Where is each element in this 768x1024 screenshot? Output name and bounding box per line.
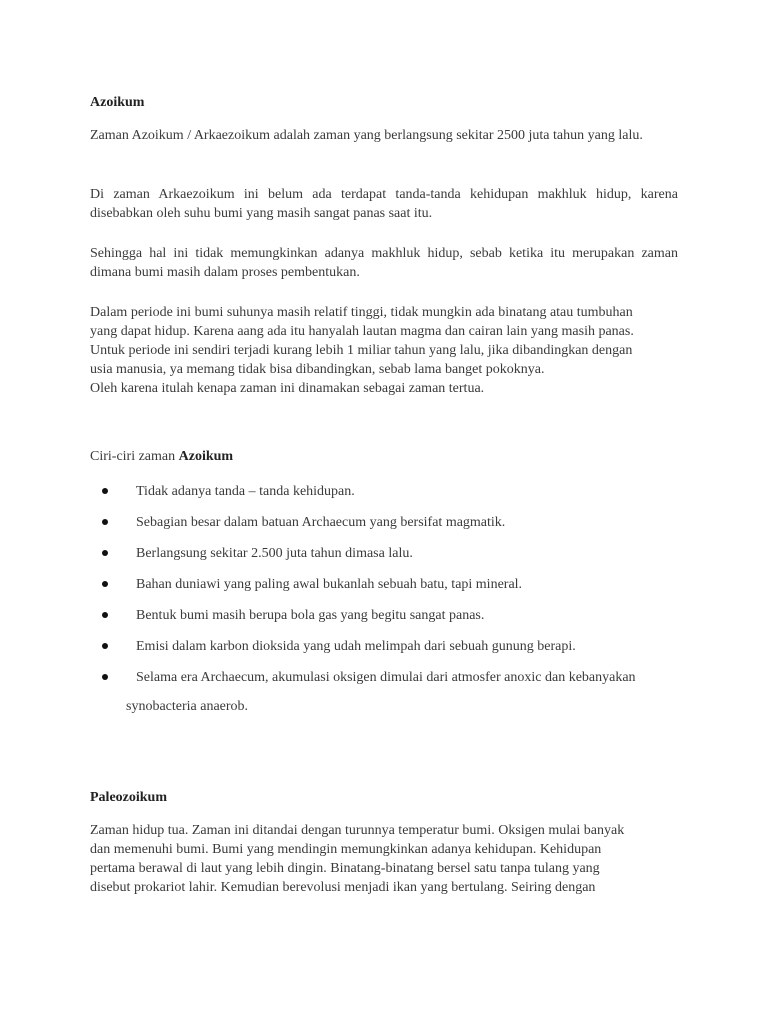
bullet-icon (102, 674, 108, 680)
paragraph-line: Oleh karena itulah kenapa zaman ini dinamakan sebagai zaman tertua. (90, 381, 485, 396)
ciri-ciri-list (90, 482, 690, 721)
list-item-text: Sebagian besar dalam batuan Archaecum yang bersifat magmatik. (136, 515, 506, 530)
paragraph-line: Zaman hidup tua. Zaman ini ditandai dengan turunnya temperatur bumi. Oksigen mulai banyak (90, 823, 625, 838)
list-item (90, 575, 690, 606)
list-item (90, 513, 690, 544)
paragraph-azoikum-intro: Zaman Azoikum / Arkaezoikum adalah zaman yang berlangsung sekitar 2500 juta tahun yang lalu. (90, 128, 643, 143)
paragraph-periode (90, 303, 678, 398)
bullet-icon (102, 643, 108, 649)
list-item-text-continued: synobacteria anaerob. (126, 699, 249, 714)
list-item-text: Emisi dalam karbon dioksida yang udah melimpah dari sebuah gunung berapi. (136, 639, 576, 654)
list-item-text: Bentuk bumi masih berupa bola gas yang begitu sangat panas. (136, 608, 485, 623)
list-item-text: Bahan duniawi yang paling awal bukanlah sebuah batu, tapi mineral. (136, 577, 523, 592)
ciri-ciri-bold: Azoikum (178, 449, 234, 464)
paragraph-line: pertama berawal di laut yang lebih dingin. Binatang-binatang bersel satu tanpa tulang yang (90, 861, 600, 876)
list-item (90, 482, 690, 513)
paragraph-arkaezoikum: Di zaman Arkaezoikum ini belum ada terdapat tanda-tanda kehidupan makhluk hidup, karena disebabkan oleh suhu bumi yang masih sangat panas saat itu. (90, 187, 678, 221)
section-title-paleozoikum: Paleozoikum (90, 790, 167, 805)
section-title-azoikum: Azoikum (90, 95, 145, 110)
list-item-text: Selama era Archaecum, akumulasi oksigen dimulai dari atmosfer anoxic dan kebanyakan (136, 670, 636, 685)
list-item-text: Berlangsung sekitar 2.500 juta tahun dimasa lalu. (136, 546, 413, 561)
list-item (90, 606, 690, 637)
ciri-ciri-heading (90, 448, 233, 466)
list-item (90, 544, 690, 575)
paragraph-pembentukan: Sehingga hal ini tidak memungkinkan adanya makhluk hidup, sebab ketika itu merupakan zaman dimana bumi masih dalam proses pembentukan. (90, 246, 678, 280)
bullet-icon (102, 488, 108, 494)
bullet-icon (102, 581, 108, 587)
paragraph-line: dan memenuhi bumi. Bumi yang mendingin memungkinkan adanya kehidupan. Kehidupan (90, 842, 602, 857)
bullet-icon (102, 612, 108, 618)
paragraph-line: disebut prokariot lahir. Kemudian berevolusi menjadi ikan yang bertulang. Seiring dengan (90, 880, 596, 895)
bullet-icon (102, 550, 108, 556)
paragraph-line: usia manusia, ya memang tidak bisa dibandingkan, sebab lama banget pokoknya. (90, 362, 545, 377)
ciri-ciri-prefix: Ciri-ciri zaman (90, 449, 176, 464)
paragraph-paleozoikum (90, 821, 678, 897)
paragraph-line: yang dapat hidup. Karena aang ada itu hanyalah lautan magma dan cairan lain yang masih panas. (90, 324, 634, 339)
paragraph-line: Dalam periode ini bumi suhunya masih relatif tinggi, tidak mungkin ada binatang atau tumbuhan (90, 305, 633, 320)
list-item-text: Tidak adanya tanda – tanda kehidupan. (136, 484, 355, 499)
bullet-icon (102, 519, 108, 525)
list-item (90, 663, 690, 721)
paragraph-line: Untuk periode ini sendiri terjadi kurang lebih 1 miliar tahun yang lalu, jika dibandingkan dengan (90, 343, 633, 358)
